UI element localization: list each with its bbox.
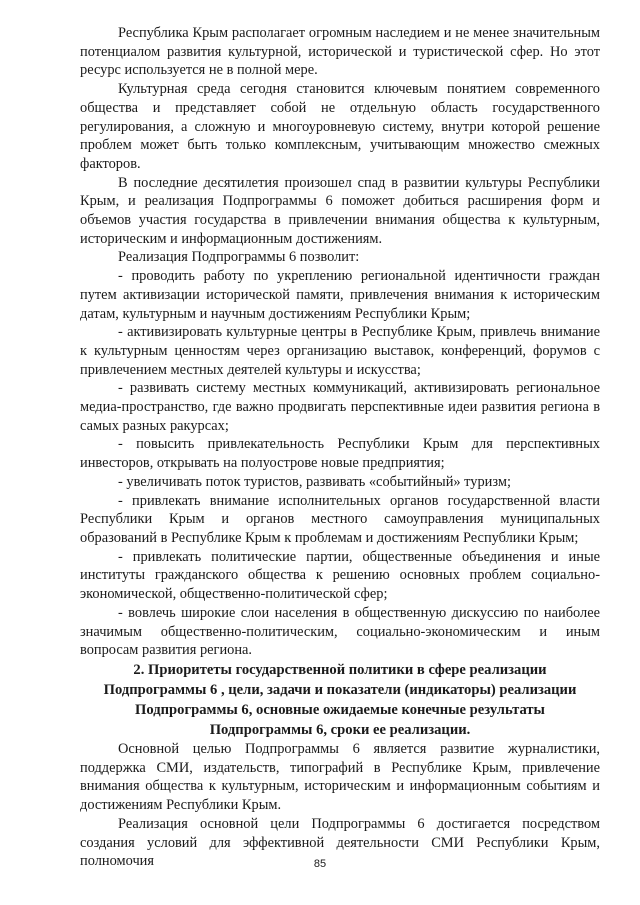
paragraph: Реализация Подпрограммы 6 позволит: [118, 249, 360, 266]
heading-line: 2. Приоритеты государственной политики в сфере реализации [133, 662, 547, 678]
list-item: - увеличивать поток туристов, развивать «событийный» туризм; [118, 473, 511, 490]
list-item: - вовлечь широкие слои населения в общественную дискуссию по наиболее значимым общественно-политическим, социально-экономическим и иным вопросам развития региона. [80, 604, 600, 659]
list-item: - развивать систему местных коммуникаций, активизировать региональное медиа-пространство, где важно продвигать перспективные идеи развития региона в самых разных ракурсах; [80, 380, 600, 434]
section-heading [80, 660, 600, 740]
heading-line: Подпрограммы 6, основные ожидаемые конечные результаты [135, 702, 545, 718]
page-number: 85 [313, 858, 327, 870]
list-item: - привлекать внимание исполнительных органов государственной власти Республики Крым и органов местного самоуправления муниципальных образований в Республике Крым к проблемам и достижениям Республики Крым; [80, 492, 600, 546]
list-item: - проводить работу по укреплению региональной идентичности граждан путем активизации исторической памяти, привлечения внимания к историческим датам, культурным и научным достижениям Республики Крым; [80, 268, 600, 322]
paragraph: Основной целью Подпрограммы 6 является развитие журналистики, поддержка СМИ, издательств, типографий в Республике Крым, привлечение внимания общества к культурным, историческим и информационным событиям и достижениям Республики Крым. [80, 741, 600, 814]
list-item: - повысить привлекательность Республики Крым для перспективных инвесторов, открывать на полуострове новые предприятия; [80, 436, 600, 472]
paragraph: Республика Крым располагает огромным наследием и не менее значительным потенциалом развития культурной, исторической и туристической сфер. Но этот ресурс используется не в полной мере. [80, 25, 600, 79]
paragraph: Культурная среда сегодня становится ключевым понятием современного общества и представляет собой не отдельную область государственного регулирования, а сложную и многоуровневую систему, внутри которой решение проблем может быть только комплексным, учитывающим множество смежных факторов. [80, 81, 600, 172]
body-text-bottom [80, 740, 600, 871]
body-text-top [80, 24, 600, 660]
paragraph: Реализация основной цели Подпрограммы 6 достигается посредством создания условий для эффективной деятельности СМИ Республики Крым, полномочия [80, 815, 600, 870]
heading-line: Подпрограммы 6 , цели, задачи и показатели (индикаторы) реализации [103, 682, 577, 698]
list-item: - привлекать политические партии, общественные объединения и иные институты гражданского общества к решению основных проблем социально-экономической, общественно-политической сфер; [80, 548, 600, 603]
paragraph: В последние десятилетия произошел спад в развитии культуры Республики Крым, и реализация Подпрограммы 6 поможет добиться расширения форм и объемов участия государства в привлечении внимания общества к культурным, историческим и информационным достижениям. [80, 174, 600, 247]
heading-line: Подпрограммы 6, сроки ее реализации. [209, 722, 471, 738]
list-item: - активизировать культурные центры в Республике Крым, привлечь внимание к культурным ценностям через организацию выставок, конференций, форумов с привлечением местных деятелей культуры и искусства; [80, 324, 600, 378]
